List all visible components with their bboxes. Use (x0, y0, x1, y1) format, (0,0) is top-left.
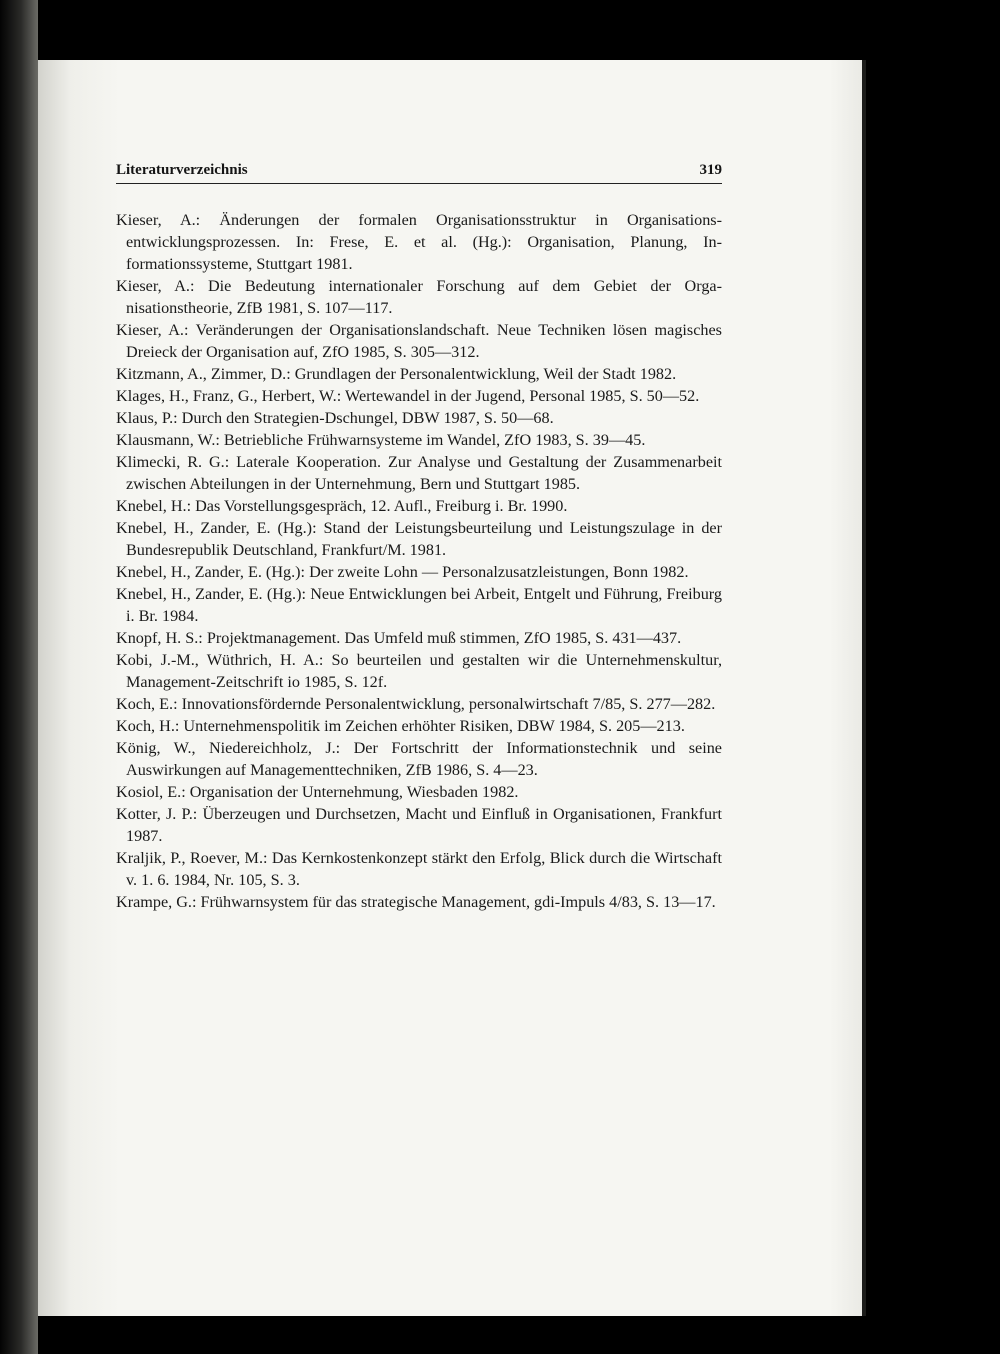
running-header (116, 160, 722, 182)
page-edge-shadow (862, 60, 866, 1316)
reference-entry: Kobi, J.-M., Wüthrich, H. A.: So beurteilen und gestalten wir die Unternehmenskultur, Management-Zeitschrift io 1985, S. 12f. (116, 651, 722, 691)
reference-entry: Klimecki, R. G.: Laterale Kooperation. Zur Analyse und Gestaltung der Zusammenarbeit zwischen Abteilungen in der Unternehmung, Bern und Stuttgart 1985. (116, 453, 722, 493)
reference-entry: Koch, E.: Innovationsfördernde Personalentwicklung, personalwirtschaft 7/85, S. 277—282. (116, 695, 716, 713)
reference-entry: Knebel, H., Zander, E. (Hg.): Der zweite Lohn — Personalzusatzleistungen, Bonn 1982. (116, 563, 689, 581)
reference-entry: Krampe, G.: Frühwarnsystem für das strategische Management, gdi-Impuls 4/83, S. 13—17. (116, 893, 716, 911)
reference-entry: Kieser, A.: Die Bedeutung internationaler Forschung auf dem Gebiet der Organisationstheorie, ZfB 1981, S. 107—117. (116, 277, 722, 317)
header-rule (116, 183, 722, 184)
reference-entry: König, W., Niedereichholz, J.: Der Fortschritt der Informationstechnik und seine Auswirkungen auf Managementtechniken, ZfB 1986, S. 4—23. (116, 739, 722, 779)
reference-entry: Knebel, H.: Das Vorstellungsgespräch, 12. Aufl., Freiburg i. Br. 1990. (116, 497, 568, 515)
reference-entry: Kitzmann, A., Zimmer, D.: Grundlagen der Personalentwicklung, Weil der Stadt 1982. (116, 365, 677, 383)
page-number: 319 (699, 162, 722, 178)
reference-entry: Knebel, H., Zander, E. (Hg.): Stand der Leistungsbeurteilung und Leistungszulage in der Bundesrepublik Deutschland, Frankfurt/M. 1981. (116, 519, 722, 559)
reference-entry: Koch, H.: Unternehmenspolitik im Zeichen erhöhter Risiken, DBW 1984, S. 205—213. (116, 717, 685, 735)
reference-list (116, 209, 722, 913)
running-header-title: Literaturverzeichnis (116, 162, 248, 178)
reference-entry: Kosiol, E.: Organisation der Unternehmung, Wiesbaden 1982. (116, 783, 519, 801)
reference-entry: Klages, H., Franz, G., Herbert, W.: Wertewandel in der Jugend, Personal 1985, S. 50—52. (116, 387, 700, 405)
reference-entry: Knebel, H., Zander, E. (Hg.): Neue Entwicklungen bei Arbeit, Entgelt und Führung, Freiburg i. Br. 1984. (116, 585, 722, 625)
reference-entry: Kieser, A.: Änderungen der formalen Organisationsstruktur in Organisationsentwicklungsprozessen. In: Frese, E. et al. (Hg.): Organisation, Planung, Informationssysteme, Stuttgart 1981. (116, 211, 722, 273)
reference-entry: Kieser, A.: Veränderungen der Organisationslandschaft. Neue Techniken lösen magisches Dreieck der Organisation auf, ZfO 1985, S. 305—312. (116, 321, 722, 361)
reference-entry: Kraljik, P., Roever, M.: Das Kernkostenkonzept stärkt den Erfolg, Blick durch die Wirtschaft v. 1. 6. 1984, Nr. 105, S. 3. (116, 849, 722, 889)
book-spine-shadow (0, 0, 38, 1354)
reference-entry: Knopf, H. S.: Projektmanagement. Das Umfeld muß stimmen, ZfO 1985, S. 431—437. (116, 629, 682, 647)
reference-entry: Klausmann, W.: Betriebliche Frühwarnsysteme im Wandel, ZfO 1983, S. 39—45. (116, 431, 646, 449)
reference-entry: Kotter, J. P.: Überzeugen und Durchsetzen, Macht und Einfluß in Organisationen, Frankfurt 1987. (116, 805, 722, 845)
reference-entry: Klaus, P.: Durch den Strategien-Dschungel, DBW 1987, S. 50—68. (116, 409, 554, 427)
